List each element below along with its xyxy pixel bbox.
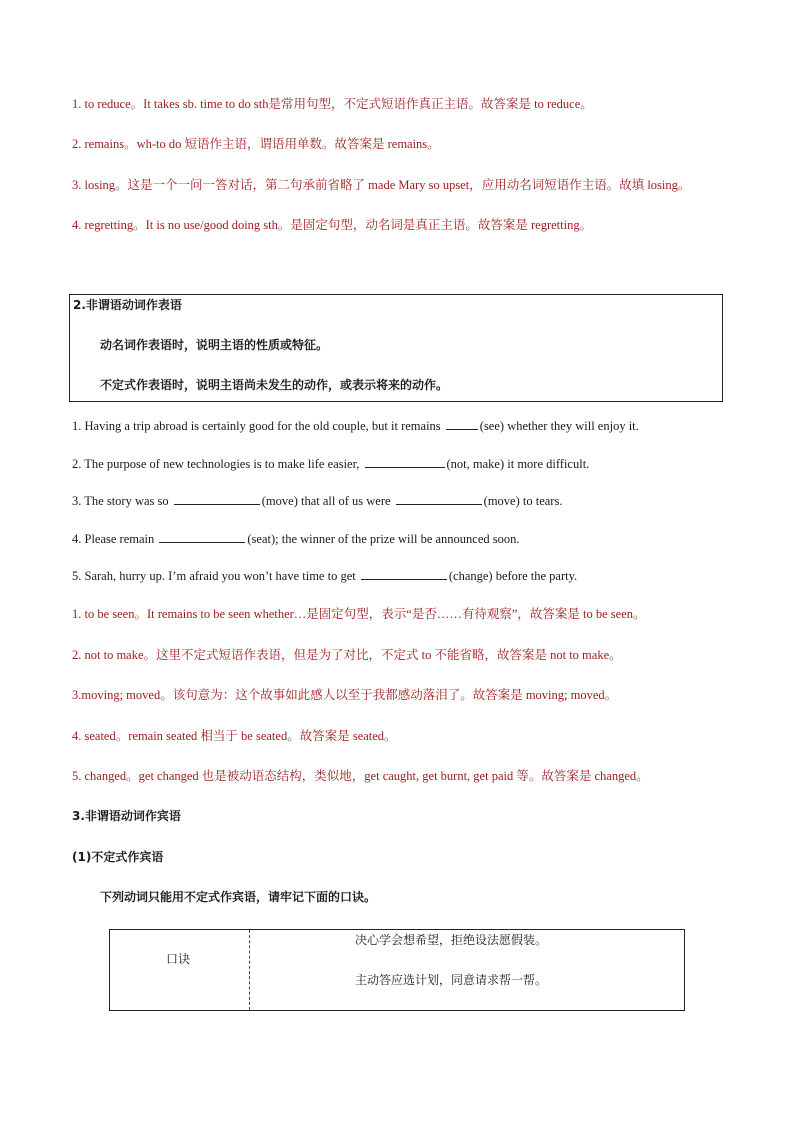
intro-text: 下列动词只能用不定式作宾语，请牢记下面的口诀。	[100, 890, 377, 904]
section-title: 3.非谓语动词作宾语	[72, 809, 181, 823]
table-divider	[249, 930, 250, 1010]
rule-box	[69, 294, 723, 402]
exercise-text: (move) that all of us were	[261, 494, 391, 508]
exercise-text: 1. Having a trip abroad is certainly good for the old couple, but it remains	[72, 419, 441, 433]
exercise-text: 2. The purpose of new technologies is to make life easier,	[72, 457, 360, 471]
answer-blank[interactable]	[361, 567, 447, 580]
rule-text: 动名词作表语时，说明主语的性质或特征。	[100, 338, 329, 352]
answer-line: 3. losing。这是一个一问一答对话，第二句承前省略了 made Mary so upset，应用动名词短语作主语。故填 losing。	[72, 178, 691, 192]
table-line: 决心学会想希望，拒绝设法愿假装。	[355, 933, 548, 947]
subsection-title: (1)不定式作宾语	[72, 850, 164, 864]
exercise-item	[72, 530, 520, 547]
answer-line: 1. to reduce。It takes sb. time to do sth是常用句型，不定式短语作真正主语。故答案是 to reduce。	[72, 97, 593, 111]
mnemonic-table	[109, 929, 685, 1011]
answer-line: 5. changed。get changed 也是被动语态结构，类似地，get caught, get burnt, get paid 等。故答案是 changed。	[72, 769, 649, 783]
answer-blank[interactable]	[174, 492, 260, 505]
exercise-text: (see) whether they will enjoy it.	[479, 419, 639, 433]
answer-line: 2. remains。wh-to do 短语作主语，谓语用单数。故答案是 remains。	[72, 137, 440, 151]
rule-text: 不定式作表语时，说明主语尚未发生的动作，或表示将来的动作。	[100, 378, 449, 392]
answer-blank[interactable]	[159, 530, 245, 543]
answer-blank[interactable]	[396, 492, 482, 505]
answer-line: 2. not to make。这里不定式短语作表语，但是为了对比，不定式 to 不能省略，故答案是 not to make。	[72, 648, 622, 662]
answer-line: 4. regretting。It is no use/good doing sth。是固定句型，动名词是真正主语。故答案是 regretting。	[72, 218, 593, 232]
exercise-text: (move) to tears.	[483, 494, 563, 508]
answer-blank[interactable]	[446, 417, 478, 430]
exercise-text: 3. The story was so	[72, 494, 169, 508]
table-label: 口诀	[166, 952, 191, 966]
answer-line: 3.moving; moved。该句意为：这个故事如此感人以至于我都感动落泪了。故答案是 moving; moved。	[72, 688, 618, 702]
exercise-item	[72, 492, 562, 509]
exercise-text: 5. Sarah, hurry up. I’m afraid you won’t have time to get	[72, 569, 356, 583]
answer-line: 4. seated。remain seated 相当于 be seated。故答案是 seated。	[72, 729, 397, 743]
exercise-item	[72, 417, 639, 434]
answer-line: 1. to be seen。It remains to be seen whether…是固定句型，表示“是否……有待观察”，故答案是 to be seen。	[72, 607, 646, 621]
exercise-text: 4. Please remain	[72, 532, 155, 546]
section-title: 2.非谓语动词作表语	[73, 298, 182, 312]
table-line: 主动答应选计划，同意请求帮一帮。	[355, 973, 548, 987]
exercise-text: (change) before the party.	[448, 569, 578, 583]
exercise-text: (seat); the winner of the prize will be announced soon.	[247, 532, 520, 546]
exercise-text: (not, make) it more difficult.	[446, 457, 590, 471]
exercise-item	[72, 455, 589, 472]
answer-blank[interactable]	[365, 455, 445, 468]
exercise-item	[72, 567, 577, 584]
